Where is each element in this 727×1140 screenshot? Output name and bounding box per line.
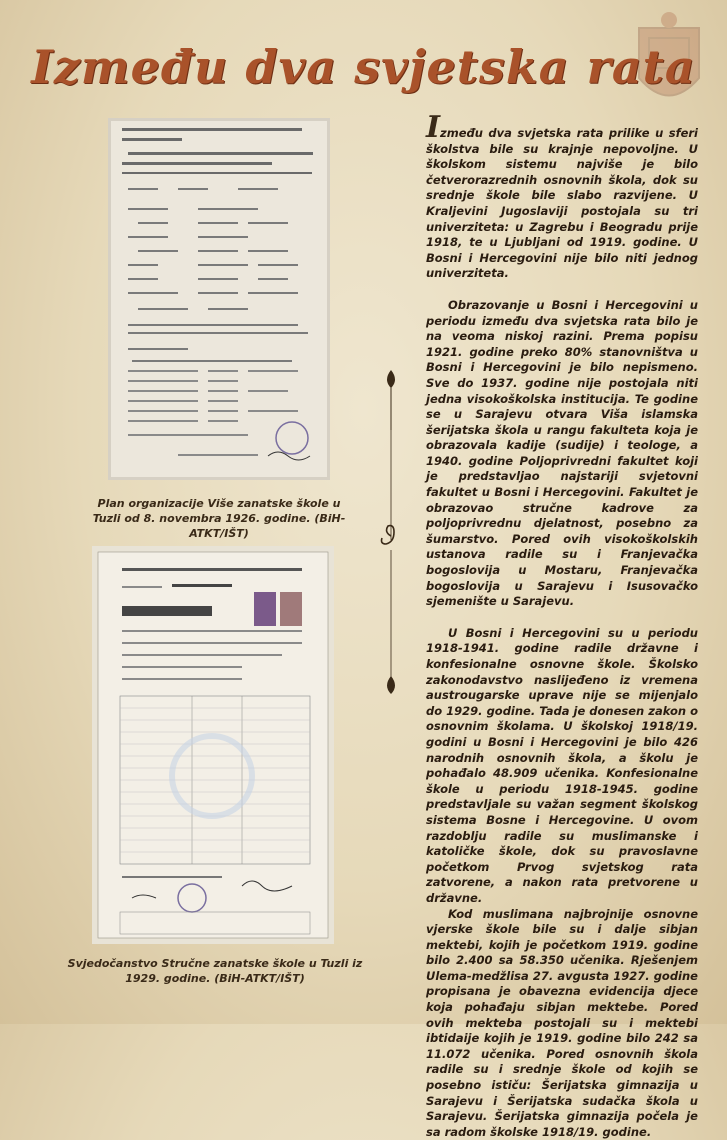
paragraph-1-text: zmeđu dva svjetska rata prilike u sferi školstva bile su krajnje nepovoljne. U školskom sistemu najviše je bilo četverorazrednih osnovnih škola, dok su srednje škole bile slabo razvijene. U Kraljevini Jugoslaviji postojala su tri univerziteta: u Zagrebu i Beogradu prije 1918, te u Ljubljani od 1919. godine. U Bosni i Hercegovini nije bilo niti jednog univerziteta. — [426, 126, 698, 280]
paragraph-1 — [426, 118, 698, 282]
article-text — [426, 118, 698, 1140]
caption-plan: Plan organizacije Više zanatske škole u Tuzli od 8. novembra 1926. godine. (BiH-ATKT/IŠT) — [88, 496, 350, 541]
drop-cap: I — [426, 110, 440, 145]
document-image-plan — [108, 118, 330, 480]
paragraph-4: Kod muslimana najbrojnije osnovne vjerske škole bile su i dalje sibjan mektebi, kojih je početkom 1919. godine bilo 2.400 sa 58.350 učenika. Rješenjem Ulema-medžlisa 27. avgusta 1927. godine propisana je obavezna evidencija djece koja pohađaju sibjan mektebe. Pored ovih mekteba postojali su i mektebi ibtidaije kojih je 1919. godine bilo 242 sa 11.072 učenika. Pored osnovnih škola radile su i srednje škole od kojih se posebno ističu: Šerijatska gimnazija u Sarajevu i Šerijatska sudačka škola u Sarajevu. Šerijatska gimnazija počela je sa radom školske 1918/19. godine. — [426, 907, 698, 1140]
caption-certificate: Svjedočanstvo Stručne zanatske škole u Tuzli iz 1929. godine. (BiH-ATKT/IŠT) — [64, 956, 366, 986]
page-title: Između dva svjetska rata — [0, 40, 727, 94]
paragraph-3: U Bosni i Hercegovini su u periodu 1918-1941. godine radile državne i konfesionalne osnovne škole. Školsko zakonodavstvo naslijeđeno iz vremena austrougarske uprave nije se mijenjalo do 1929. godine. Tada je donesen zakon o osnovnim školama. U školskoj 1918/19. godini u Bosni i Hercegovini je bilo 426 narodnih osnovnih škola, a školu je pohađalo 48.909 učenika. Konfesionalne škole u periodu 1918-1945. godine predstavljale su važan segment školskog sistema Bosne i Hercegovine. U ovom razdoblju radile su muslimanske i katoličke škole, dok su pravoslavne početkom Prvog svjetskog rata zatvorene, a nakon rata pretvorene u državne. — [426, 626, 698, 907]
ornamental-divider — [378, 370, 404, 770]
paragraph-2: Obrazovanje u Bosni i Hercegovini u periodu između dva svjetska rata bilo je na veoma niskoj razini. Prema popisu 1921. godine preko 80% stanovništva u Bosni i Hercegovini je bilo nepismeno. Sve do 1937. godine nije postojala niti jedna visokoškolska institucija. Te godine se u Sarajevu otvara Viša islamska šerijatska škola u rangu fakulteta koja je obrazovala kadije (sudije) i teologe, a 1940. godine Poljoprivredni fakultet koji je predstavljao najstariji svjetovni fakultet u Bosni i Hercegovini. Fakultet je obrazovao stručne kadrove za poljoprivrednu djelatnost, posebno za šumarstvo. Pored ovih visokoškolskih ustanova radile su i Franjevačka bogoslovija u Mostaru, Franjevačka bogoslovija u Sarajevu i Isusovačko sjemenište u Sarajevu. — [426, 298, 698, 610]
document-image-certificate — [92, 546, 334, 944]
